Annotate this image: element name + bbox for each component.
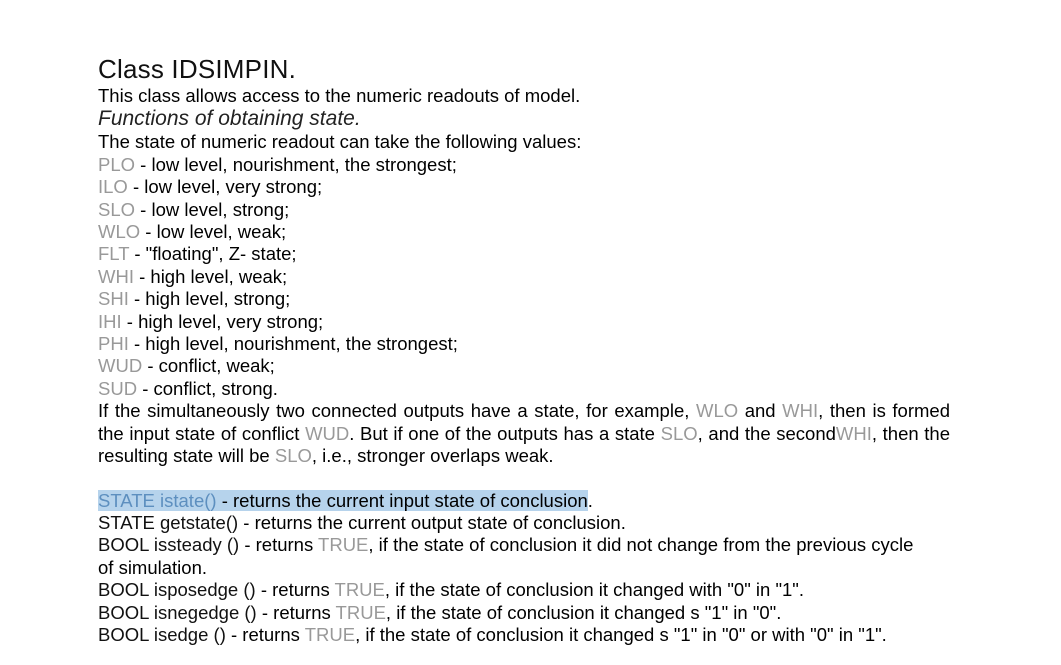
state-desc: - high level, nourishment, the strongest; (128, 333, 458, 355)
state-desc: - high level, strong; (128, 288, 291, 310)
function-type: BOOL (98, 579, 149, 601)
function-isposedge (98, 579, 950, 601)
state-item-phi (98, 333, 950, 355)
state-desc: - conflict, weak; (142, 355, 275, 377)
state-desc: - "floating", Z- state; (129, 243, 297, 265)
function-name: getstate() (154, 511, 239, 533)
function-desc: - returns (225, 623, 305, 645)
conflict-paragraph (98, 400, 950, 467)
function-desc: - returns (256, 601, 336, 623)
function-name: istate() (154, 489, 217, 511)
state-code: SHI (98, 288, 129, 310)
function-type: BOOL (98, 601, 149, 623)
function-desc: , if the state of conclusion it did not change from the previous cycle of simulation. (98, 534, 914, 578)
state-item-whi (98, 266, 950, 288)
function-name: isposedge () (148, 579, 256, 601)
state-desc: - high level, very strong; (121, 310, 324, 332)
function-value: TRUE (318, 534, 369, 556)
function-type: STATE (98, 511, 155, 533)
state-code: FLT (98, 243, 130, 265)
function-desc: , if the state of conclusion it changed with "0" in "1". (384, 579, 805, 601)
function-isnegedge (98, 602, 950, 624)
function-end: . (587, 489, 593, 511)
intro-text: This class allows access to the numeric readouts of model. (98, 85, 581, 106)
state-code: PLO (98, 153, 136, 175)
paragraph-code: SLO (274, 445, 312, 467)
state-desc: - low level, very strong; (127, 176, 323, 198)
page-title: Class IDSIMPIN. (98, 54, 297, 84)
function-value: TRUE (335, 601, 386, 623)
state-item-ilo (98, 176, 950, 198)
paragraph-text: , i.e., stronger overlaps weak. (311, 445, 554, 467)
function-desc: - returns the current input state of conclusion (216, 489, 588, 511)
paragraph-text: and (738, 400, 783, 422)
state-code: SUD (98, 377, 138, 399)
state-code: WLO (98, 221, 141, 243)
state-item-wud (98, 355, 950, 377)
paragraph-code: WLO (695, 400, 739, 422)
state-item-ihi (98, 311, 950, 333)
function-name: issteady () (148, 534, 240, 556)
selected-text[interactable] (98, 490, 588, 511)
function-value: TRUE (334, 579, 385, 601)
paragraph-text: , then the resulting state will be (98, 422, 950, 467)
paragraph-code: WUD (305, 422, 350, 444)
state-item-wlo (98, 221, 950, 243)
state-item-flt (98, 243, 950, 265)
state-code: WUD (98, 355, 143, 377)
states-list (98, 154, 950, 400)
function-type: BOOL (98, 623, 149, 645)
state-desc: - low level, weak; (140, 221, 287, 243)
paragraph-text: , and the second (697, 422, 836, 444)
function-getstate (98, 512, 950, 534)
state-desc: - conflict, strong. (137, 377, 278, 399)
state-desc: - high level, weak; (133, 265, 288, 287)
function-istate[interactable] (98, 490, 950, 512)
blank-line (98, 468, 950, 490)
function-desc: - returns the current output state of conclusion. (238, 511, 626, 533)
paragraph-text: . But if one of the outputs has a state (349, 422, 661, 444)
function-desc: - returns (255, 579, 335, 601)
function-desc: , if the state of conclusion it changed s "1" in "0" or with "0" in "1". (355, 623, 887, 645)
document (98, 53, 950, 646)
state-item-shi (98, 288, 950, 310)
state-code: ILO (98, 176, 128, 198)
paragraph-code: WHI (835, 422, 872, 444)
state-item-slo (98, 199, 950, 221)
state-item-plo (98, 154, 950, 176)
paragraph-code: SLO (660, 422, 698, 444)
state-code: SLO (98, 198, 136, 220)
state-code: WHI (98, 265, 134, 287)
state-item-sud (98, 378, 950, 400)
function-issteady (98, 534, 928, 579)
state-desc: - low level, strong; (135, 198, 290, 220)
function-name: isedge () (148, 623, 226, 645)
function-value: TRUE (304, 623, 356, 645)
state-code: IHI (98, 310, 122, 332)
state-code: PHI (98, 333, 129, 355)
paragraph-text: , then is formed the input state of conflict (98, 400, 950, 444)
function-name: isnegedge () (148, 601, 257, 623)
states-intro: The state of numeric readout can take the following values: (98, 131, 582, 153)
paragraph-text: If the simultaneously two connected outputs have a state, for example, (98, 400, 696, 422)
state-desc: - low level, nourishment, the strongest; (135, 153, 457, 175)
function-type: BOOL (98, 534, 149, 556)
paragraph-code: WHI (782, 400, 819, 422)
function-type: STATE (98, 489, 155, 511)
function-desc: - returns (239, 534, 319, 556)
section-heading: Functions of obtaining state. (98, 107, 361, 131)
function-desc: , if the state of conclusion it changed s "1" in "0". (385, 601, 782, 623)
function-isedge (98, 624, 950, 646)
